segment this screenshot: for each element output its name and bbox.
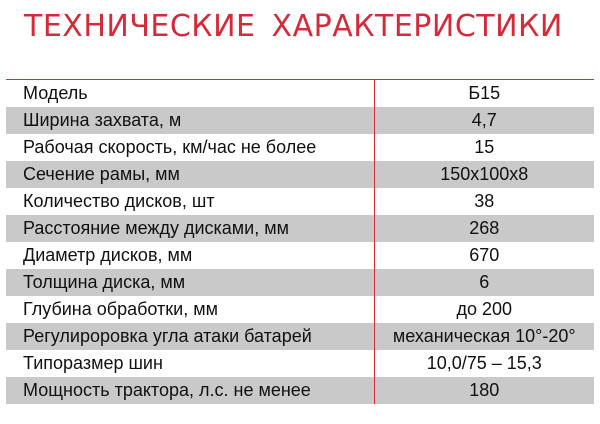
row-value: 38	[374, 188, 594, 215]
row-label: Глубина обработки, мм	[6, 296, 374, 323]
table-row	[6, 134, 594, 161]
row-value: 4,7	[374, 107, 594, 134]
table-row	[6, 296, 594, 323]
row-value: 150х100х8	[374, 161, 594, 188]
row-label: Диаметр дисков, мм	[6, 242, 374, 269]
specifications-table-body	[6, 80, 594, 405]
row-label: Сечение рамы, мм	[6, 161, 374, 188]
row-value: до 200	[374, 296, 594, 323]
row-label: Модель	[6, 80, 374, 108]
table-row	[6, 215, 594, 242]
table-row	[6, 80, 594, 108]
specifications-table	[6, 79, 594, 404]
table-row	[6, 188, 594, 215]
row-label: Рабочая скорость, км/час не более	[6, 134, 374, 161]
row-value: 10,0/75 – 15,3	[374, 350, 594, 377]
row-value: 268	[374, 215, 594, 242]
table-row	[6, 269, 594, 296]
page-title: ТЕХНИЧЕСКИЕ ХАРАКТЕРИСТИКИ	[24, 9, 563, 44]
row-value: Б15	[374, 80, 594, 108]
row-label: Толщина диска, мм	[6, 269, 374, 296]
row-value: 180	[374, 377, 594, 404]
row-label: Мощность трактора, л.с. не менее	[6, 377, 374, 404]
table-row	[6, 377, 594, 404]
row-value: 6	[374, 269, 594, 296]
table-row	[6, 242, 594, 269]
row-label: Расстояние между дисками, мм	[6, 215, 374, 242]
table-row	[6, 350, 594, 377]
row-label: Количество дисков, шт	[6, 188, 374, 215]
row-value: механическая 10°-20°	[374, 323, 594, 350]
row-label: Ширина захвата, м	[6, 107, 374, 134]
row-label: Регулироровка угла атаки батарей	[6, 323, 374, 350]
row-value: 15	[374, 134, 594, 161]
table-row	[6, 161, 594, 188]
row-label: Типоразмер шин	[6, 350, 374, 377]
table-row	[6, 107, 594, 134]
table-row	[6, 323, 594, 350]
row-value: 670	[374, 242, 594, 269]
